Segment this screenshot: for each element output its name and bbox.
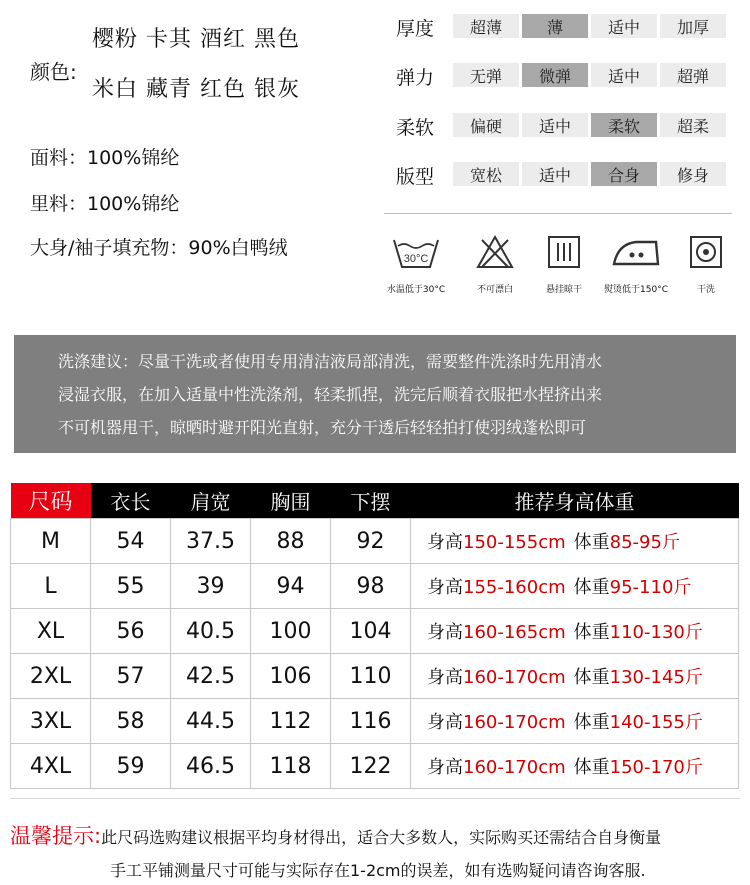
property-option: 超柔 xyxy=(660,113,726,137)
property-label: 版型 xyxy=(396,166,435,188)
cell-hem: 122 xyxy=(331,744,411,789)
weight-range: 110-130斤 xyxy=(609,622,703,643)
no-bleach-icon xyxy=(475,234,515,270)
cell-chest: 100 xyxy=(251,609,331,654)
cell-length: 57 xyxy=(91,654,171,699)
cell-recommendation xyxy=(411,744,739,789)
cell-chest: 118 xyxy=(251,744,331,789)
cell-hem: 104 xyxy=(331,609,411,654)
weight-label: 体重 xyxy=(573,577,610,598)
property-option-selected: 合身 xyxy=(591,162,657,186)
property-label: 厚度 xyxy=(396,18,435,40)
cell-recommendation xyxy=(411,699,739,744)
cell-chest: 106 xyxy=(251,654,331,699)
cell-chest: 88 xyxy=(251,519,331,564)
cell-shoulder: 37.5 xyxy=(171,519,251,564)
wash-advice xyxy=(14,335,736,453)
property-option-selected: 微弹 xyxy=(522,63,588,87)
cell-recommendation xyxy=(411,609,739,654)
height-range: 150-155cm xyxy=(463,532,566,553)
care-caption: 不可漂白 xyxy=(476,285,513,295)
property-option: 适中 xyxy=(522,113,588,137)
property-option-selected: 薄 xyxy=(522,14,588,38)
weight-range: 150-170斤 xyxy=(609,757,703,778)
table-row xyxy=(11,609,739,654)
wash-advice-line: 洗涤建议：尽量干洗或者使用专用清洁液局部清洗，需要整件洗涤时先用清水 xyxy=(58,352,603,371)
height-label: 身高 xyxy=(427,532,463,553)
col-chest: 胸围 xyxy=(251,483,331,519)
wash-advice-line: 浸湿衣服，在加入适量中性洗涤剂，轻柔抓捏，洗完后顺着衣服把水捏挤出来 xyxy=(58,385,603,404)
cell-recommendation xyxy=(411,564,739,609)
col-size: 尺码 xyxy=(11,483,91,519)
iron-icon xyxy=(610,234,662,270)
size-table-header xyxy=(11,483,739,519)
height-range: 160-170cm xyxy=(463,757,566,778)
height-range: 160-170cm xyxy=(463,712,566,733)
table-row xyxy=(11,519,739,564)
col-recommendation: 推荐身高体重 xyxy=(411,483,739,519)
property-option: 偏硬 xyxy=(453,113,519,137)
care-item-hang xyxy=(524,234,604,295)
property-option: 加厚 xyxy=(660,14,726,38)
property-option: 宽松 xyxy=(453,162,519,186)
col-shoulder: 肩宽 xyxy=(171,483,251,519)
cell-shoulder: 44.5 xyxy=(171,699,251,744)
height-label: 身高 xyxy=(427,577,463,598)
height-label: 身高 xyxy=(427,757,463,778)
care-item-bleach xyxy=(455,234,535,295)
hang-dry-icon xyxy=(546,234,582,270)
care-item-wash xyxy=(376,234,456,295)
cell-shoulder: 39 xyxy=(171,564,251,609)
cell-size: 4XL xyxy=(11,744,91,789)
property-option: 适中 xyxy=(591,63,657,87)
cell-length: 54 xyxy=(91,519,171,564)
height-label: 身高 xyxy=(427,712,463,733)
tip-line-2: 手工平铺测量尺寸可能与实际存在1-2cm的误差，如有选购疑问请咨询客服. xyxy=(110,861,646,880)
cell-shoulder: 42.5 xyxy=(171,654,251,699)
care-instructions xyxy=(384,213,732,309)
table-row xyxy=(11,699,739,744)
care-item-dryclean xyxy=(666,234,746,295)
cell-recommendation xyxy=(411,654,739,699)
wash-advice-line: 不可机器甩干，晾晒时避开阳光直射，充分干透后轻轻拍打使羽绒蓬松即可 xyxy=(58,418,587,437)
cell-hem: 110 xyxy=(331,654,411,699)
wash-30-icon xyxy=(392,234,440,270)
divider xyxy=(10,798,740,799)
property-option-selected: 柔软 xyxy=(591,113,657,137)
cell-length: 55 xyxy=(91,564,171,609)
cell-hem: 98 xyxy=(331,564,411,609)
weight-label: 体重 xyxy=(573,622,610,643)
color-label: 颜色: xyxy=(30,60,77,84)
cell-size: M xyxy=(11,519,91,564)
weight-range: 95-110斤 xyxy=(609,577,692,598)
face-fabric: 面料：100%锦纶 xyxy=(30,147,180,169)
cell-hem: 116 xyxy=(331,699,411,744)
height-range: 155-160cm xyxy=(463,577,566,598)
property-label: 柔软 xyxy=(396,117,435,139)
weight-range: 140-155斤 xyxy=(609,712,703,733)
size-table xyxy=(10,483,739,789)
property-option: 修身 xyxy=(660,162,726,186)
property-option: 无弹 xyxy=(453,63,519,87)
property-label: 弹力 xyxy=(396,67,435,89)
col-hem: 下摆 xyxy=(331,483,411,519)
cell-length: 58 xyxy=(91,699,171,744)
table-row xyxy=(11,654,739,699)
cell-size: 3XL xyxy=(11,699,91,744)
tip-text: 此尺码选购建议根据平均身材得出，适合大多数人，实际购买还需结合自身衡量 xyxy=(101,828,662,847)
cell-size: XL xyxy=(11,609,91,654)
weight-range: 130-145斤 xyxy=(609,667,703,688)
care-caption: 水温低于30°C xyxy=(386,285,446,295)
weight-range: 85-95斤 xyxy=(609,532,680,553)
cell-recommendation xyxy=(411,519,739,564)
height-label: 身高 xyxy=(427,622,463,643)
weight-label: 体重 xyxy=(573,532,610,553)
property-option: 适中 xyxy=(522,162,588,186)
care-caption: 熨烫低于150°C xyxy=(604,285,668,295)
filling-material: 大身/袖子填充物：90%白鸭绒 xyxy=(30,237,288,259)
property-option: 超弹 xyxy=(660,63,726,87)
care-caption: 干洗 xyxy=(696,285,715,295)
weight-label: 体重 xyxy=(573,757,610,778)
property-option: 超薄 xyxy=(453,14,519,38)
cell-size: 2XL xyxy=(11,654,91,699)
cell-chest: 112 xyxy=(251,699,331,744)
dry-clean-icon xyxy=(688,234,724,270)
table-row xyxy=(11,744,739,789)
cell-chest: 94 xyxy=(251,564,331,609)
height-label: 身高 xyxy=(427,667,463,688)
tip-title: 温馨提示: xyxy=(10,824,102,848)
cell-length: 59 xyxy=(91,744,171,789)
tip-line-1 xyxy=(10,820,661,850)
col-length: 衣长 xyxy=(91,483,171,519)
care-item-iron xyxy=(596,234,676,295)
care-caption: 悬挂晾干 xyxy=(545,285,582,295)
property-option: 适中 xyxy=(591,14,657,38)
color-options-row-2: 米白 藏青 红色 银灰 xyxy=(92,77,300,102)
height-range: 160-165cm xyxy=(463,622,566,643)
cell-length: 56 xyxy=(91,609,171,654)
svg-text:30°C: 30°C xyxy=(403,253,429,265)
table-row xyxy=(11,564,739,609)
weight-label: 体重 xyxy=(573,667,610,688)
height-range: 160-170cm xyxy=(463,667,566,688)
cell-shoulder: 46.5 xyxy=(171,744,251,789)
cell-size: L xyxy=(11,564,91,609)
cell-hem: 92 xyxy=(331,519,411,564)
color-options-row-1: 樱粉 卡其 酒红 黑色 xyxy=(92,27,300,52)
cell-shoulder: 40.5 xyxy=(171,609,251,654)
lining-fabric: 里料：100%锦纶 xyxy=(30,193,180,215)
weight-label: 体重 xyxy=(573,712,610,733)
